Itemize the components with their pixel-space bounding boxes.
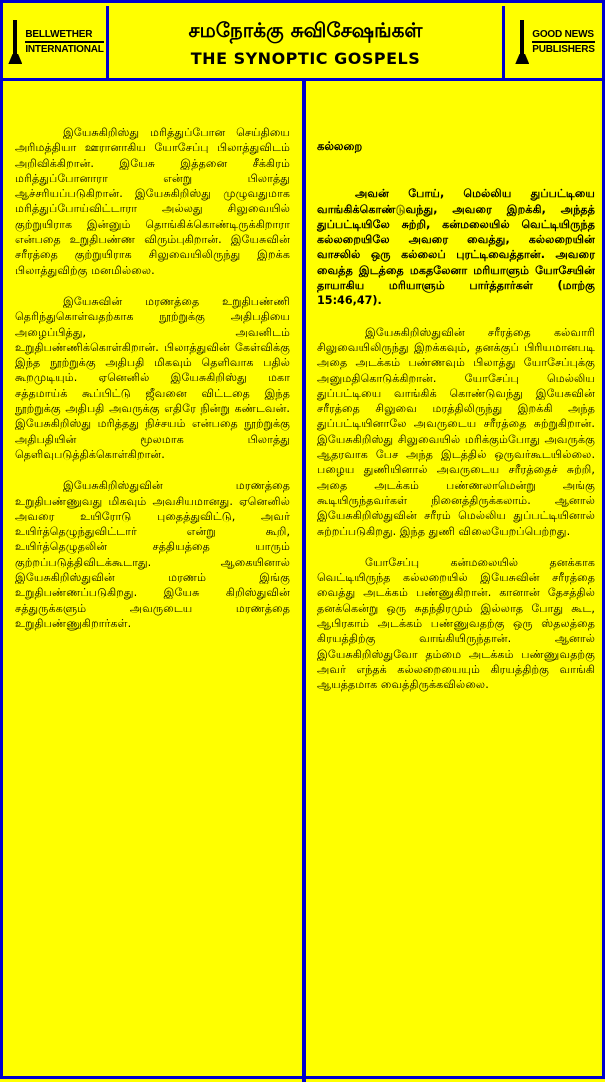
paragraph: இயேசுகிறிஸ்துவின் மரணத்தை உறுதிபண்ணுவது மிகவும் அவசியமானது. ஏனெனில் அவரை உயிரோடு புதைத்துவிட்டு, அவர் உயிர்த்தெழுந்துவிட்டார் என்று கூறி, உயிர்த்தெழுதலின் சத்தியத்தை யாரும் குற்றப்படுத்திவிடக்கூடாது. ஆகையினால் இயேசுகிறிஸ்துவின் மரணம் இங்கு உறுதிபண்ணப்படுகிறது. இயேசு கிறிஸ்துவின் சத்துருக்களும் அவருடைய மரணத்தை உறுதிபண்ணுகிறார்கள். [15, 479, 290, 630]
tower-icon [8, 20, 22, 64]
title-english: THE SYNOPTIC GOSPELS [190, 48, 421, 68]
scripture-verse: அவன் போய், மெல்லிய துப்பட்டியை வாங்கிக்கொண்டுவந்து, அவரை இறக்கி, அந்தத் துப்பட்டியிலே சுற்றி, கன்மலையில் வெட்டியிருந்த கல்லறையிலே அவரை வைத்து, கல்லறையின் வாசலில் ஒரு கல்லைப் புரட்டிவைத்தான். அவரை வைத்த இடத்தை மகதலேனா மரியாளும் யோசேயின் தாயாகிய மரியாளும் பார்த்தார்கள் (மாற்கு 15:46,47). [317, 187, 595, 308]
right-logo-line-1: GOOD NEWS [532, 28, 594, 43]
right-column [317, 139, 595, 709]
bellwether-logo [6, 6, 109, 78]
paragraph: இயேசுவின் மரணத்தை உறுதிபண்ணி தெரிந்துகொள்வதற்காக நூற்றுக்கு அதிபதியை அழைப்பித்து, அவனிடம் உறுதிபண்ணிக்கொள்கிறான். பிலாத்துவின் கேள்விக்கு இந்த நூற்றுக்கு அதிபதி மிகவும் தெளிவாக பதில் கூறமுடியும். ஏனெனில் இயேசுகிறிஸ்து மகா சத்தமாய்க் கூப்பிட்டு ஜீவனை விட்டதை இந்த நூற்றுக்கு அதிபதி அவருக்கு எதிரே நின்று கண்டவன். இயேசுகிறிஸ்து மரித்தது நிச்சயம் என்பதை நூற்றுக்கு அதிபதியின் மூலமாக பிலாத்து தெளிவுபடுத்திக்கொள்கிறான். [15, 294, 290, 461]
header [3, 3, 605, 81]
left-column [15, 125, 290, 647]
left-logo-line-2: INTERNATIONAL [25, 44, 104, 55]
title-tamil: சமநோக்கு சுவிசேஷங்கள் [188, 17, 423, 42]
good-news-logo [502, 6, 605, 78]
section-heading: கல்லறை [317, 139, 363, 153]
column-divider [302, 81, 306, 1082]
paragraph: யோசேப்பு கன்மலையில் தனக்காக வெட்டியிருந்த கல்லறையில் இயேசுவின் சரீரத்தை வைத்து அடக்கம் பண்ணுகிறான். கானான் தேசத்தில் தனக்கென்று ஒரு சுதந்திரமும் இல்லாத போது கூட, ஆபிரகாம் அடக்கம் பண்ணுவதற்கு ஒரு ஸ்தலத்தை கிரயத்திற்கு வாங்கியிருந்தான். ஆனால் இயேசுகிறிஸ்துவோ தம்மை அடக்கம் பண்ணுவதற்கு அவர் எந்தக் கல்லறையையும் கிரயத்திற்கு வாங்கி ஆயத்தமாக வைத்திருக்கவில்லை. [317, 555, 595, 692]
left-logo-line-1: BELLWETHER [25, 28, 103, 43]
title-block [112, 6, 499, 78]
right-logo-line-2: PUBLISHERS [532, 44, 595, 55]
paragraph: இயேசுகிறிஸ்துவின் சரீரத்தை கல்வாரி சிலுவையிலிருந்து இறக்கவும், தனக்குப் பிரியமானபடி அதை அடக்கம் பண்ணவும் பிலாத்து யோசேப்புக்கு அனுமதிகொடுக்கிறான். யோசேப்பு மெல்லிய துப்பட்டியை வாங்கிக் கொண்டுவந்து இயேசுவின் சரீரத்தை சிலுவை மரத்திலிருந்து இறக்கி அந்த துப்பட்டியினாலே அவருடைய சரீரத்தை சுற்றுகிறான். இயேசுகிறிஸ்து சிலுவையில் மரிக்கும்போது அவருக்கு ஆதரவாக பேச அந்த இடத்தில் ஒருவர்கூடயில்லை. பழைய துணியினால் அவருடைய சரீரத்தைச் சுற்றி, அதை அடக்கம் பண்ணலாமென்று அங்கு கூடியிருந்தவர்கள் நினைத்திருக்கலாம். ஆனால் இயேசுகிறிஸ்துவின் சரீரம் மெல்லிய துப்பட்டியினால் சுற்றப்படுகிறது. இந்த துணி விலையேறப்பெற்றது. [317, 325, 595, 538]
tower-icon [515, 20, 529, 64]
paragraph: இயேசுகிறிஸ்து மரித்துப்போன செய்தியை அரிமத்தியா ஊரானாகிய யோசேப்பு பிலாத்துவிடம் அறிவிக்கிறான். இயேசு இத்தனை சீக்கிரம் மரித்துப்போனாரா என்று பிலாத்து ஆச்சரியப்படுகிறான். இயேசுகிறிஸ்து முழுவதுமாக மரித்துப்போய்விட்டாரா அல்லது சிலுவையில் குற்றுயிராக இன்னும் தொங்கிக்கொண்டிருக்கிறாரா என்பதை உறுதிபண்ண விரும்புகிறான். இயேசுவின் சரீரத்தை குற்றுயிராக சிலுவையிலிருந்து இறக்க பிலாத்துவிற்கு மனமில்லை. [15, 126, 290, 277]
